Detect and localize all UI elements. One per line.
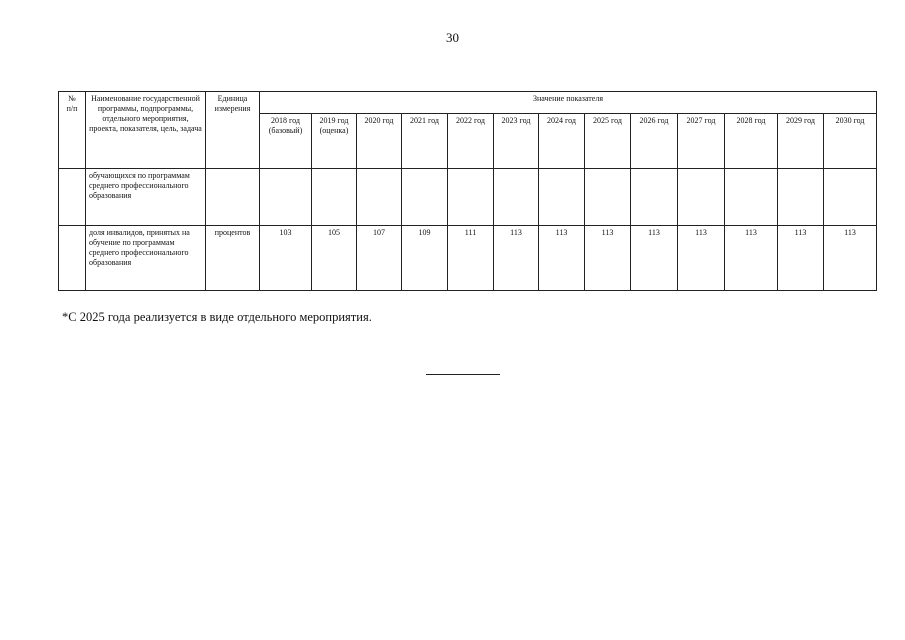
header-year: 2027 год bbox=[678, 114, 725, 169]
header-year: 2029 год bbox=[778, 114, 824, 169]
row-number bbox=[59, 226, 86, 291]
row-value bbox=[778, 169, 824, 226]
header-year: 2025 год bbox=[585, 114, 631, 169]
header-value-group: Значение показателя bbox=[260, 92, 877, 114]
row-value bbox=[494, 169, 539, 226]
row-value bbox=[539, 169, 585, 226]
row-value: 113 bbox=[494, 226, 539, 291]
row-value: 111 bbox=[448, 226, 494, 291]
header-year: 2019 год (оценка) bbox=[312, 114, 357, 169]
row-value bbox=[678, 169, 725, 226]
row-name: обучающихся по программам среднего профессионального образования bbox=[86, 169, 206, 226]
row-value bbox=[725, 169, 778, 226]
row-value: 113 bbox=[725, 226, 778, 291]
row-value: 113 bbox=[824, 226, 877, 291]
header-name: Наименование государственной программы, подпрограммы, отдельного мероприятия, проекта, показателя, цель, задача bbox=[86, 92, 206, 169]
header-year: 2023 год bbox=[494, 114, 539, 169]
table-row bbox=[59, 169, 877, 226]
row-value bbox=[631, 169, 678, 226]
row-value: 113 bbox=[778, 226, 824, 291]
row-value: 113 bbox=[585, 226, 631, 291]
indicators-table bbox=[58, 91, 877, 291]
row-value bbox=[824, 169, 877, 226]
header-number: № п/п bbox=[59, 92, 86, 169]
row-value bbox=[312, 169, 357, 226]
row-value: 109 bbox=[402, 226, 448, 291]
row-value: 107 bbox=[357, 226, 402, 291]
row-value: 113 bbox=[678, 226, 725, 291]
row-value: 105 bbox=[312, 226, 357, 291]
row-value bbox=[402, 169, 448, 226]
row-unit: процентов bbox=[206, 226, 260, 291]
row-name: доля инвалидов, принятых на обучение по программам среднего профессионального образования bbox=[86, 226, 206, 291]
row-value bbox=[260, 169, 312, 226]
header-year: 2022 год bbox=[448, 114, 494, 169]
table-header-row bbox=[59, 92, 877, 114]
separator-line bbox=[426, 374, 500, 375]
row-value: 103 bbox=[260, 226, 312, 291]
header-year: 2020 год bbox=[357, 114, 402, 169]
header-year: 2021 год bbox=[402, 114, 448, 169]
row-value: 113 bbox=[631, 226, 678, 291]
header-year: 2030 год bbox=[824, 114, 877, 169]
header-year: 2018 год (базовый) bbox=[260, 114, 312, 169]
header-year: 2026 год bbox=[631, 114, 678, 169]
row-number bbox=[59, 169, 86, 226]
header-unit: Единица измерения bbox=[206, 92, 260, 169]
page-number: 30 bbox=[446, 30, 459, 45]
row-value bbox=[357, 169, 402, 226]
header-year: 2028 год bbox=[725, 114, 778, 169]
table-row bbox=[59, 226, 877, 291]
row-value: 113 bbox=[539, 226, 585, 291]
header-year: 2024 год bbox=[539, 114, 585, 169]
row-value bbox=[585, 169, 631, 226]
row-value bbox=[448, 169, 494, 226]
footnote: *С 2025 года реализуется в виде отдельного мероприятия. bbox=[62, 310, 372, 324]
row-unit bbox=[206, 169, 260, 226]
